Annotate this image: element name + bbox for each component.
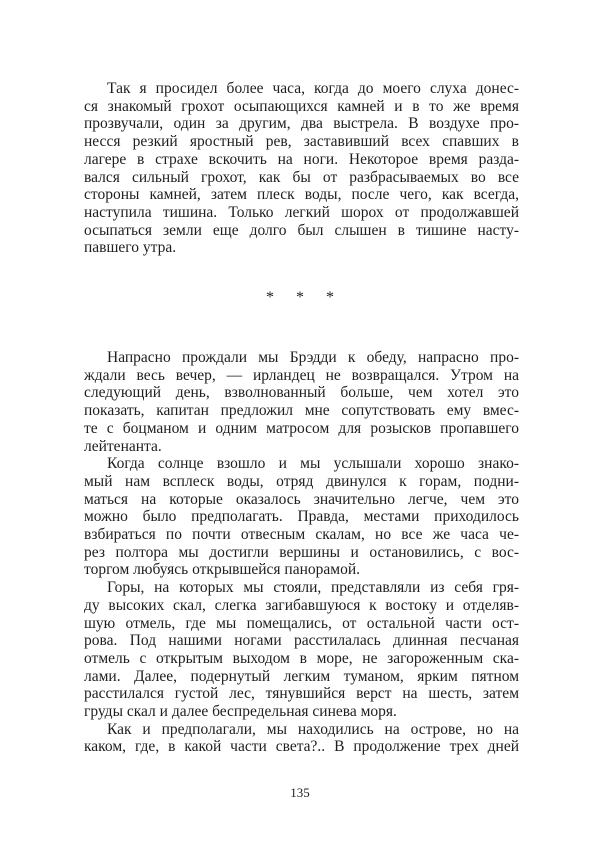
text-line: можно было предполагать. Правда, местами приходилось [84, 508, 519, 526]
text-line: Как и предполагали, мы находились на острове, но на [107, 720, 519, 738]
text-line: лагере в страхе вскочить на ноги. Некоторое время разда- [84, 150, 519, 168]
text-line: те с боцманом и одним матросом для розысков пропавшего [84, 419, 519, 437]
text-line: показать, капитан предложил мне сопутствовать ему вмес- [84, 402, 519, 420]
text-line: Так я просидел более часа, когда до моего слуха донес- [107, 80, 519, 97]
text-line: шую отмель, где мы помещались, от остальной части ост- [84, 614, 519, 632]
text-line: взбираться по почти отвесным скалам, но все же часа че- [84, 526, 519, 543]
text-line: груды скал и далее беспредельная синева моря. [84, 703, 397, 720]
text-line: Горы, на которых мы стояли, представляли из себя гря- [107, 579, 519, 597]
text-line: Напрасно прождали мы Брэдди к обеду, напрасно про- [107, 349, 519, 366]
text-line: расстилался густой лес, тянувшийся верст на шесть, затем [84, 685, 519, 703]
text-line: отмель с открытым выходом в море, не загороженным ска- [84, 649, 519, 667]
text-line: ждали весь вечер, — ирландец не возвращался. Утром на [84, 366, 519, 384]
text-line: торгом любуясь открывшейся панорамой. [84, 561, 361, 579]
text-line: павшего утра. [84, 239, 177, 257]
text-line: лейтенанта. [84, 437, 162, 455]
text-line: ся знакомый грохот осыпающихся камней и в то же время [84, 97, 519, 115]
text-line: наступила тишина. Только легкий шорох от продолжавшей [84, 203, 519, 221]
text-line: прозвучали, один за другим, два выстрела. В воздухе про- [84, 115, 519, 133]
text-line: лами. Далее, подернутый легким туманом, ярким пятном [84, 667, 519, 685]
text-line: несся резкий яростный рев, заставивший всех спавших в [84, 133, 519, 151]
text-line: осыпаться земли еще долго был слышен в тишине насту- [84, 221, 519, 239]
text-line: ду высоких скал, слегка загибавшуюся к востоку и отделяв- [84, 596, 519, 614]
text-line: следующий день, взволнованный больше, чем хотел это [84, 384, 519, 402]
text-line: вался сильный грохот, как бы от разбрасываемых во все [84, 168, 519, 186]
text-line: Когда солнце взошло и мы услышали хорошо знако- [107, 455, 519, 473]
text-line: рез полтора мы достигли вершины и остановились, с вос- [84, 543, 519, 561]
text-line: мый нам всплеск воды, отряд двинулся к горам, подни- [84, 472, 519, 490]
text-line: каком, где, в какой части света?.. В продолжение трех дней [84, 738, 519, 756]
page-number: 135 [290, 785, 310, 800]
text-line: стороны камней, затем плеск воды, после чего, как всегда, [84, 186, 519, 204]
text-line: рова. Под нашими ногами расстилалась длинная песчаная [84, 632, 519, 650]
section-separator: * * * [266, 289, 334, 306]
text-line: маться на которые оказалось значительно легче, чем это [84, 490, 519, 508]
